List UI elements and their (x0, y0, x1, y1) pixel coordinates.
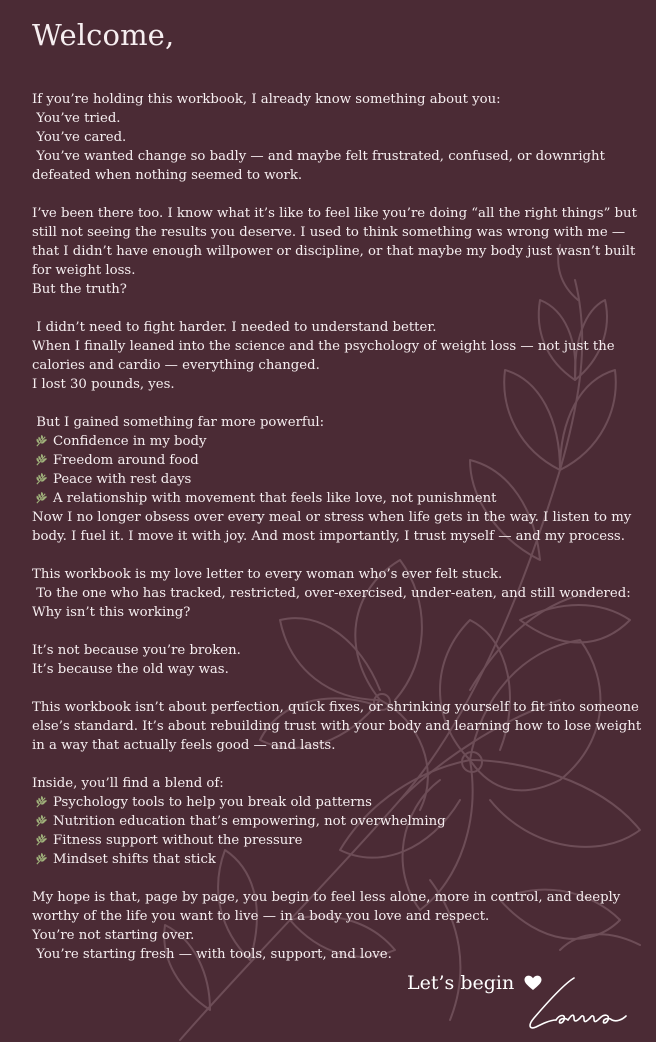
list-item (32, 793, 652, 812)
text-line: You’ve cared. (32, 130, 127, 145)
signoff (407, 970, 542, 996)
text-line: You’re not starting over. (32, 928, 195, 943)
list-item (32, 812, 652, 831)
list-item-label: Nutrition education that’s empowering, not overwhelming (53, 814, 446, 829)
letter-body (32, 90, 652, 983)
text-line: My hope is that, page by page, you begin to feel less alone, more in control, and deeply worthy of the life you want to live — in a body you love and respect. (32, 890, 625, 924)
text-line: You’ve tried. (32, 111, 121, 126)
herb-sprig-icon (35, 852, 48, 865)
text-line: Now I no longer obsess over every meal or stress when life gets in the way. I listen to my body. I fuel it. I move it with joy. And most importantly, I trust myself — and my process. (32, 510, 636, 544)
herb-sprig-icon (35, 434, 48, 447)
signoff-text: Let’s begin (407, 972, 515, 994)
paragraph-about-workbook (32, 698, 652, 755)
herb-sprig-icon (35, 491, 48, 504)
paragraph-understand (32, 318, 652, 394)
page-title: Welcome, (32, 18, 175, 52)
list-item (32, 432, 652, 451)
list-item (32, 470, 652, 489)
text-line: I didn’t need to fight harder. I needed to understand better. (32, 320, 437, 335)
text-line: This workbook is my love letter to every woman who’s ever felt stuck. (32, 567, 503, 582)
text-line: You’ve wanted change so badly — and maybe felt frustrated, confused, or downright defeated when nothing seemed to work. (32, 149, 610, 183)
paragraph-been-there (32, 204, 652, 299)
herb-sprig-icon (35, 833, 48, 846)
list-item (32, 850, 652, 869)
list-item-label: Freedom around food (53, 453, 199, 468)
herb-sprig-icon (35, 814, 48, 827)
paragraph-love-letter (32, 565, 652, 622)
text-line: This workbook isn’t about perfection, quick fixes, or shrinking yourself to fit into someone else’s standard. It’s about rebuilding trust with your body and learning how to lose weight in a way that actually feels good — and lasts. (32, 700, 646, 753)
list-item (32, 451, 652, 470)
text-line: I’ve been there too. I know what it’s like to feel like you’re doing “all the right things” but still not seeing the results you deserve. I used to think something was wrong with me — that I didn’t have enough willpower or discipline, or that maybe my body just wasn’t built for weight loss. (32, 206, 642, 278)
herb-sprig-icon (35, 795, 48, 808)
text-line: To the one who has tracked, restricted, over-exercised, under-eaten, and still wondered: Why isn’t this working? (32, 586, 635, 620)
signature-lanna (526, 974, 630, 1034)
list-item-label: Mindset shifts that stick (53, 852, 216, 867)
list-item-label: Peace with rest days (53, 472, 192, 487)
list-item-label: Confidence in my body (53, 434, 207, 449)
text-line: It’s not because you’re broken. (32, 643, 241, 658)
list-item-label: A relationship with movement that feels like love, not punishment (53, 491, 497, 506)
paragraph-hope (32, 888, 652, 964)
herb-sprig-icon (35, 453, 48, 466)
paragraph-gains (32, 413, 652, 546)
text-line: You’re starting fresh — with tools, support, and love. (32, 947, 392, 962)
list-item-label: Psychology tools to help you break old patterns (53, 795, 372, 810)
gains-list (32, 432, 652, 508)
list-item (32, 831, 652, 850)
paragraph-intro (32, 90, 652, 185)
text-line: But I gained something far more powerful: (32, 415, 325, 430)
text-line: But the truth? (32, 282, 127, 297)
letter-content (32, 18, 646, 962)
text-line: Inside, you’ll find a blend of: (32, 776, 224, 791)
paragraph-not-broken (32, 641, 652, 679)
blend-list (32, 793, 652, 869)
list-item (32, 489, 652, 508)
text-line: It’s because the old way was. (32, 662, 229, 677)
text-line: I lost 30 pounds, yes. (32, 377, 175, 392)
list-item-label: Fitness support without the pressure (53, 833, 303, 848)
text-line: If you’re holding this workbook, I already know something about you: (32, 92, 501, 107)
herb-sprig-icon (35, 472, 48, 485)
paragraph-blend (32, 774, 652, 869)
text-line: When I finally leaned into the science and the psychology of weight loss — not just the calories and cardio — everything changed. (32, 339, 619, 373)
